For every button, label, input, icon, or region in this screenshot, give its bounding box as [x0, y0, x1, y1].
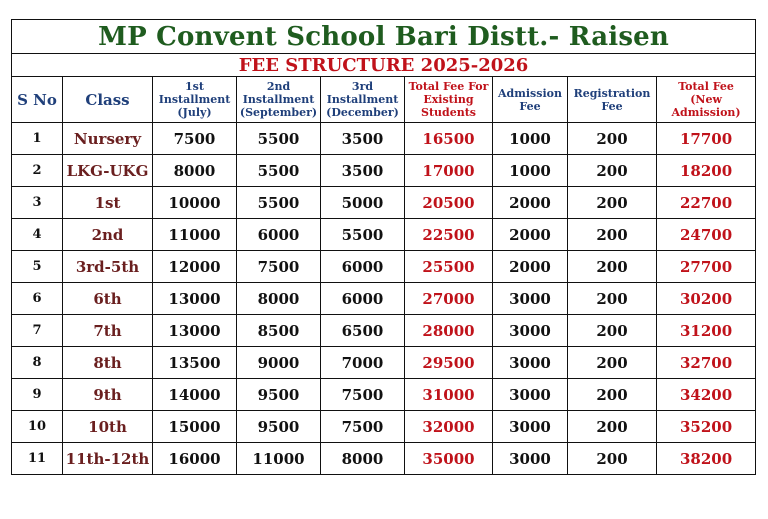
cell-total-new: 38200	[657, 443, 756, 475]
cell-sno: 11	[12, 443, 63, 475]
cell-installment-3: 7000	[321, 347, 405, 379]
cell-total-new: 35200	[657, 411, 756, 443]
header-installment-1: 1st Installment (July)	[153, 77, 237, 123]
cell-installment-2: 9500	[237, 411, 321, 443]
cell-registration-fee: 200	[568, 219, 657, 251]
cell-sno: 3	[12, 187, 63, 219]
cell-total-new: 22700	[657, 187, 756, 219]
cell-sno: 5	[12, 251, 63, 283]
cell-installment-2: 5500	[237, 155, 321, 187]
cell-installment-2: 6000	[237, 219, 321, 251]
cell-total-new: 17700	[657, 123, 756, 155]
fee-structure-heading: FEE STRUCTURE 2025-2026	[12, 54, 756, 77]
cell-registration-fee: 200	[568, 315, 657, 347]
cell-admission-fee: 3000	[493, 411, 568, 443]
cell-total-existing: 16500	[405, 123, 493, 155]
cell-sno: 6	[12, 283, 63, 315]
cell-installment-1: 14000	[153, 379, 237, 411]
table-row	[12, 219, 756, 251]
cell-installment-2: 9000	[237, 347, 321, 379]
cell-sno: 9	[12, 379, 63, 411]
cell-admission-fee: 3000	[493, 379, 568, 411]
cell-installment-3: 6500	[321, 315, 405, 347]
cell-total-existing: 25500	[405, 251, 493, 283]
cell-registration-fee: 200	[568, 443, 657, 475]
cell-total-existing: 17000	[405, 155, 493, 187]
header-sno: S No	[12, 77, 63, 123]
cell-installment-2: 11000	[237, 443, 321, 475]
cell-admission-fee: 3000	[493, 347, 568, 379]
cell-total-new: 34200	[657, 379, 756, 411]
cell-installment-2: 8500	[237, 315, 321, 347]
cell-class: 1st	[63, 187, 153, 219]
cell-admission-fee: 3000	[493, 283, 568, 315]
cell-installment-1: 13000	[153, 315, 237, 347]
header-installment-2: 2nd Installment (September)	[237, 77, 321, 123]
cell-registration-fee: 200	[568, 347, 657, 379]
table-row	[12, 379, 756, 411]
fee-structure-sheet	[11, 19, 755, 475]
header-installment-3: 3rd Installment (December)	[321, 77, 405, 123]
cell-admission-fee: 1000	[493, 155, 568, 187]
header-registration-fee: Registration Fee	[568, 77, 657, 123]
cell-total-existing: 29500	[405, 347, 493, 379]
cell-total-existing: 32000	[405, 411, 493, 443]
table-row	[12, 123, 756, 155]
cell-class: 7th	[63, 315, 153, 347]
cell-registration-fee: 200	[568, 283, 657, 315]
cell-installment-3: 6000	[321, 251, 405, 283]
cell-admission-fee: 3000	[493, 443, 568, 475]
cell-admission-fee: 2000	[493, 251, 568, 283]
cell-total-existing: 22500	[405, 219, 493, 251]
header-total-existing: Total Fee For Existing Students	[405, 77, 493, 123]
table-row	[12, 411, 756, 443]
table-row	[12, 443, 756, 475]
cell-class: 11th-12th	[63, 443, 153, 475]
header-class: Class	[63, 77, 153, 123]
cell-installment-3: 7500	[321, 411, 405, 443]
cell-installment-2: 5500	[237, 187, 321, 219]
cell-sno: 8	[12, 347, 63, 379]
cell-installment-2: 7500	[237, 251, 321, 283]
cell-installment-2: 5500	[237, 123, 321, 155]
fee-table-body	[12, 123, 756, 475]
cell-total-existing: 27000	[405, 283, 493, 315]
cell-total-new: 24700	[657, 219, 756, 251]
cell-installment-2: 8000	[237, 283, 321, 315]
cell-sno: 7	[12, 315, 63, 347]
cell-admission-fee: 2000	[493, 187, 568, 219]
table-header-row	[12, 77, 756, 123]
cell-installment-3: 7500	[321, 379, 405, 411]
header-admission-fee: Admission Fee	[493, 77, 568, 123]
cell-installment-1: 16000	[153, 443, 237, 475]
cell-installment-3: 3500	[321, 155, 405, 187]
cell-sno: 1	[12, 123, 63, 155]
cell-registration-fee: 200	[568, 123, 657, 155]
cell-registration-fee: 200	[568, 155, 657, 187]
cell-class: 3rd-5th	[63, 251, 153, 283]
cell-installment-3: 6000	[321, 283, 405, 315]
cell-total-existing: 35000	[405, 443, 493, 475]
header-total-new: Total Fee (New Admission)	[657, 77, 756, 123]
cell-admission-fee: 2000	[493, 219, 568, 251]
cell-total-existing: 31000	[405, 379, 493, 411]
cell-admission-fee: 3000	[493, 315, 568, 347]
cell-registration-fee: 200	[568, 411, 657, 443]
cell-installment-3: 5500	[321, 219, 405, 251]
cell-installment-1: 11000	[153, 219, 237, 251]
table-row	[12, 187, 756, 219]
cell-total-new: 18200	[657, 155, 756, 187]
cell-installment-1: 13500	[153, 347, 237, 379]
cell-registration-fee: 200	[568, 251, 657, 283]
cell-installment-1: 15000	[153, 411, 237, 443]
cell-installment-1: 10000	[153, 187, 237, 219]
table-row	[12, 251, 756, 283]
cell-installment-1: 7500	[153, 123, 237, 155]
cell-installment-1: 12000	[153, 251, 237, 283]
cell-installment-1: 8000	[153, 155, 237, 187]
cell-total-existing: 28000	[405, 315, 493, 347]
fee-table	[11, 19, 756, 475]
cell-admission-fee: 1000	[493, 123, 568, 155]
cell-total-new: 31200	[657, 315, 756, 347]
cell-installment-2: 9500	[237, 379, 321, 411]
cell-installment-3: 5000	[321, 187, 405, 219]
cell-total-new: 27700	[657, 251, 756, 283]
cell-total-new: 32700	[657, 347, 756, 379]
table-row	[12, 155, 756, 187]
cell-class: 10th	[63, 411, 153, 443]
cell-sno: 10	[12, 411, 63, 443]
cell-class: Nursery	[63, 123, 153, 155]
cell-total-existing: 20500	[405, 187, 493, 219]
cell-registration-fee: 200	[568, 187, 657, 219]
cell-class: 2nd	[63, 219, 153, 251]
table-row	[12, 283, 756, 315]
school-title: MP Convent School Bari Distt.- Raisen	[12, 20, 756, 54]
cell-total-new: 30200	[657, 283, 756, 315]
cell-class: 6th	[63, 283, 153, 315]
cell-installment-3: 3500	[321, 123, 405, 155]
cell-sno: 4	[12, 219, 63, 251]
table-row	[12, 315, 756, 347]
cell-sno: 2	[12, 155, 63, 187]
table-row	[12, 347, 756, 379]
cell-class: 9th	[63, 379, 153, 411]
cell-installment-1: 13000	[153, 283, 237, 315]
cell-class: 8th	[63, 347, 153, 379]
cell-installment-3: 8000	[321, 443, 405, 475]
cell-registration-fee: 200	[568, 379, 657, 411]
cell-class: LKG-UKG	[63, 155, 153, 187]
